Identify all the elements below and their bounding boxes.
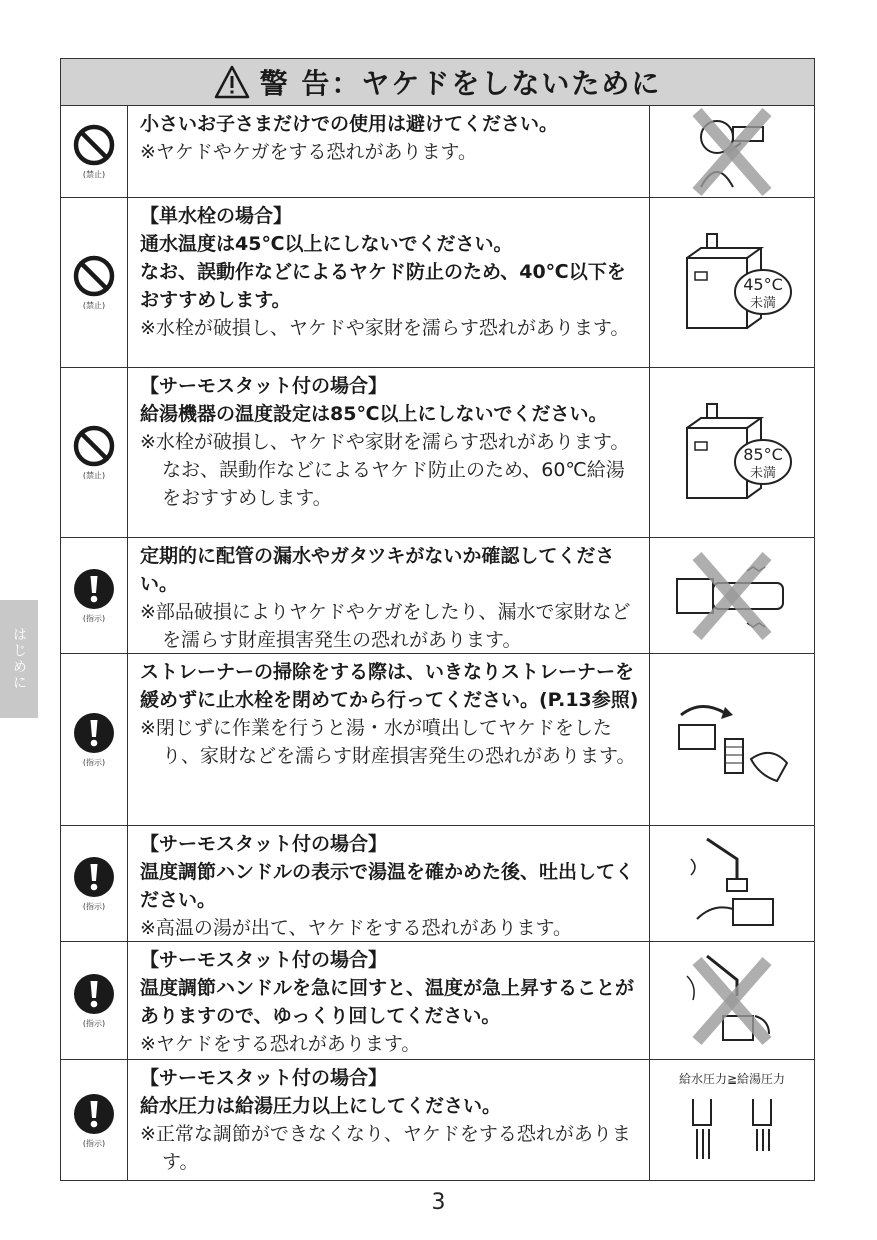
warning-text: 給湯機器の温度設定は85℃以上にしないでください。 <box>140 403 608 425</box>
symbol-caption: (禁止) <box>82 471 106 480</box>
picture-cell <box>650 538 814 653</box>
warning-row <box>61 198 814 368</box>
strainer-cleaning-illustration <box>667 685 797 795</box>
page-number: 3 <box>431 1190 446 1215</box>
warning-row <box>61 368 814 538</box>
warning-note: ※ヤケドをする恐れがあります。 <box>140 1033 421 1055</box>
picture-cell <box>650 654 814 825</box>
warning-row <box>61 942 814 1060</box>
warning-text: 定期的に配管の漏水やガタツキがないか確認してください。 <box>140 545 615 595</box>
picture-label-below: 未満 <box>749 295 777 311</box>
warning-text: ストレーナーの掃除をする際は、いきなりストレーナーを緩めずに止水栓を閉めてから行ってください。(P.13参照) <box>140 661 639 711</box>
symbol-caption: (指示) <box>82 1138 106 1148</box>
warning-table <box>60 58 815 1181</box>
warning-row <box>61 538 814 654</box>
warning-note: ※部品破損によりヤケドやケガをしたり、漏水で家財などを濡らす財産損害発生の恐れがあります。 <box>140 601 631 651</box>
symbol-cell <box>61 654 128 825</box>
text-cell <box>128 1060 650 1180</box>
text-cell <box>128 538 650 653</box>
picture-label-temp: 85°C <box>743 444 783 464</box>
pipe-leak-crossed-illustration <box>667 541 797 651</box>
picture-cell <box>650 942 814 1059</box>
symbol-cell <box>61 198 128 367</box>
warning-row <box>61 826 814 942</box>
text-cell <box>128 942 650 1059</box>
warning-note: ※ヤケドやケガをする恐れがあります。 <box>140 141 478 163</box>
warning-text: 小さいお子さまだけでの使用は避けてください。 <box>140 113 559 135</box>
picture-label-below: 未満 <box>749 465 777 481</box>
warning-rows <box>61 106 814 1180</box>
warning-note: ※高温の湯が出て、ヤケドをする恐れがあります。 <box>140 917 573 939</box>
water-heater-illustration <box>667 398 797 508</box>
picture-cell <box>650 106 814 197</box>
picture-cell <box>650 368 814 537</box>
text-cell <box>128 654 650 825</box>
warning-note: ※水栓が破損し、ヤケドや家財を濡らす恐れがあります。 <box>140 317 630 339</box>
warning-note: ※閉じずに作業を行うと湯・水が噴出してヤケドをしたり、家財などを濡らす財産損害発生の恐れがあります。 <box>140 717 636 767</box>
warning-text: 温度調節ハンドルの表示で湯温を確かめた後、吐出してください。 <box>140 861 635 911</box>
warning-text: 【サーモスタット付の場合】 <box>140 375 388 397</box>
pressure-compare-illustration <box>667 1065 797 1175</box>
header-title: 警 告：ヤケドをしないために <box>259 67 662 100</box>
warning-triangle-icon <box>214 65 250 99</box>
instruction-icon <box>72 711 116 755</box>
instruction-icon <box>72 972 116 1016</box>
text-cell <box>128 826 650 941</box>
symbol-cell <box>61 1060 128 1180</box>
symbol-caption: (指示) <box>82 758 106 767</box>
warning-row <box>61 1060 814 1180</box>
side-tab <box>0 600 38 718</box>
water-heater-illustration <box>667 228 797 338</box>
prohibition-icon <box>72 424 116 468</box>
symbol-cell <box>61 942 128 1059</box>
warning-text: なお、誤動作などによるヤケド防止のため、40℃以下をおすすめします。 <box>140 261 626 311</box>
warning-row <box>61 106 814 198</box>
symbol-cell <box>61 538 128 653</box>
warning-text: 温度調節ハンドルを急に回すと、温度が急上昇することがありますので、ゆっくり回してください。 <box>140 977 635 1027</box>
symbol-cell <box>61 106 128 197</box>
warning-text: 給水圧力は給湯圧力以上にしてください。 <box>140 1095 502 1117</box>
text-cell <box>128 368 650 537</box>
turn-handle-crossed-illustration <box>667 946 797 1056</box>
text-cell <box>128 198 650 367</box>
text-cell <box>128 106 650 197</box>
symbol-caption: (指示) <box>82 614 106 623</box>
instruction-icon <box>72 1092 116 1136</box>
warning-text: 【単水栓の場合】 <box>140 205 293 227</box>
picture-cell <box>650 1060 814 1180</box>
picture-cell <box>650 198 814 367</box>
symbol-cell <box>61 368 128 537</box>
warning-text: 【サーモスタット付の場合】 <box>140 949 388 971</box>
side-tab-label: はじめに <box>11 627 27 691</box>
symbol-cell <box>61 826 128 941</box>
warning-note: ※水栓が破損し、ヤケドや家財を濡らす恐れがあります。なお、誤動作などによるヤケド防止のため、60℃給湯をおすすめします。 <box>140 431 630 509</box>
pressure-label: 給水圧力≧給湯圧力 <box>678 1072 786 1086</box>
child-faucet-crossed-illustration <box>667 97 797 207</box>
warning-text: 通水温度は45℃以上にしないでください。 <box>140 233 513 255</box>
check-temperature-handle-illustration <box>667 829 797 939</box>
warning-note: ※正常な調節ができなくなり、ヤケドをする恐れがあります。 <box>140 1123 631 1173</box>
warning-text: 【サーモスタット付の場合】 <box>140 833 388 855</box>
picture-label-temp: 45°C <box>743 274 783 294</box>
warning-row <box>61 654 814 826</box>
symbol-caption: (指示) <box>82 1019 106 1028</box>
instruction-icon <box>72 855 116 899</box>
prohibition-icon <box>72 254 116 298</box>
warning-text: 【サーモスタット付の場合】 <box>140 1067 388 1089</box>
symbol-caption: (指示) <box>82 902 106 911</box>
symbol-caption: (禁止) <box>82 301 106 310</box>
prohibition-icon <box>72 123 116 167</box>
symbol-caption: (禁止) <box>82 170 106 179</box>
instruction-icon <box>72 567 116 611</box>
picture-cell <box>650 826 814 941</box>
